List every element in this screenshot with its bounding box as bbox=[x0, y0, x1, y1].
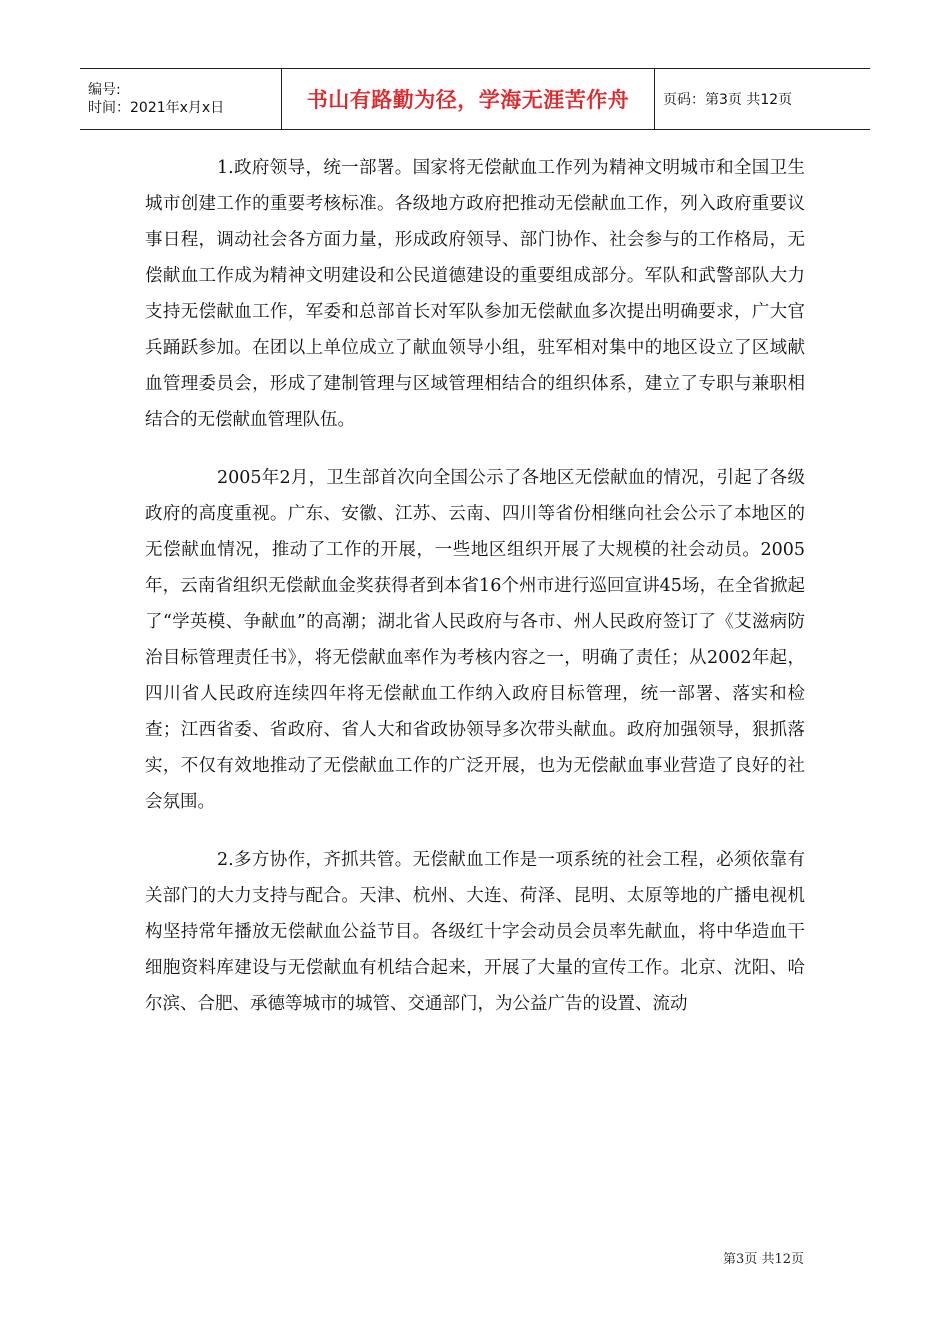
document-body bbox=[145, 150, 805, 1044]
header-motto bbox=[282, 69, 655, 129]
paragraph-3: 2.多方协作，齐抓共管。无偿献血工作是一项系统的社会工程，必须依靠有关部门的大力支持与配合。天津、杭州、大连、荷泽、昆明、太原等地的广播电视机构坚持常年播放无偿献血公益节目。各级红十字会动员会员率先献血，将中华造血干细胞资料库建设与无偿献血有机结合起来，开展了大量的宣传工作。北京、沈阳、哈尔滨、合肥、承德等城市的城管、交通部门，为公益广告的设置、流动 bbox=[145, 850, 805, 1014]
page-header bbox=[80, 68, 870, 130]
paragraph-1: 1.政府领导，统一部署。国家将无偿献血工作列为精神文明城市和全国卫生城市创建工作的重要考核标准。各级地方政府把推动无偿献血工作，列入政府重要议事日程，调动社会各方面力量，形成政府领导、部门协作、社会参与的工作格局，无偿献血工作成为精神文明建设和公民道德建设的重要组成部分。军队和武警部队大力支持无偿献血工作，军委和总部首长对军队参加无偿献血多次提出明确要求，广大官兵踊跃参加。在团以上单位成立了献血领导小组，驻军相对集中的地区设立了区域献血管理委员会，形成了建制管理与区域管理相结合的组织体系，建立了专职与兼职相结合的无偿献血管理队伍。 bbox=[145, 158, 805, 430]
header-page-number: 页码：第3页 共12页 bbox=[663, 92, 793, 108]
page-footer bbox=[723, 1248, 804, 1267]
header-page-info bbox=[655, 69, 870, 129]
header-meta bbox=[80, 69, 282, 129]
motto-text: 书山有路勤为径，学海无涯苦作舟 bbox=[306, 88, 630, 112]
document-date: 时间：2021年x月x日 bbox=[88, 100, 225, 116]
paragraph-2: 2005年2月，卫生部首次向全国公示了各地区无偿献血的情况，引起了各级政府的高度重视。广东、安徽、江苏、云南、四川等省份相继向社会公示了本地区的无偿献血情况，推动了工作的开展，一些地区组织开展了大规模的社会动员。2005年，云南省组织无偿献血金奖获得者到本省16个州市进行巡回宣讲45场，在全省掀起了“学英模、争献血”的高潮；湖北省人民政府与各市、州人民政府签订了《艾滋病防治目标管理责任书》，将无偿献血率作为考核内容之一，明确了责任；从2002年起，四川省人民政府连续四年将无偿献血工作纳入政府目标管理，统一部署、落实和检查；江西省委、省政府、省人大和省政协领导多次带头献血。政府加强领导，狠抓落实，不仅有效地推动了无偿献血工作的广泛开展，也为无偿献血事业营造了良好的社会氛围。 bbox=[145, 468, 805, 812]
footer-page-number: 第3页 共12页 bbox=[723, 1252, 804, 1267]
document-number-label: 编号: bbox=[88, 82, 121, 98]
